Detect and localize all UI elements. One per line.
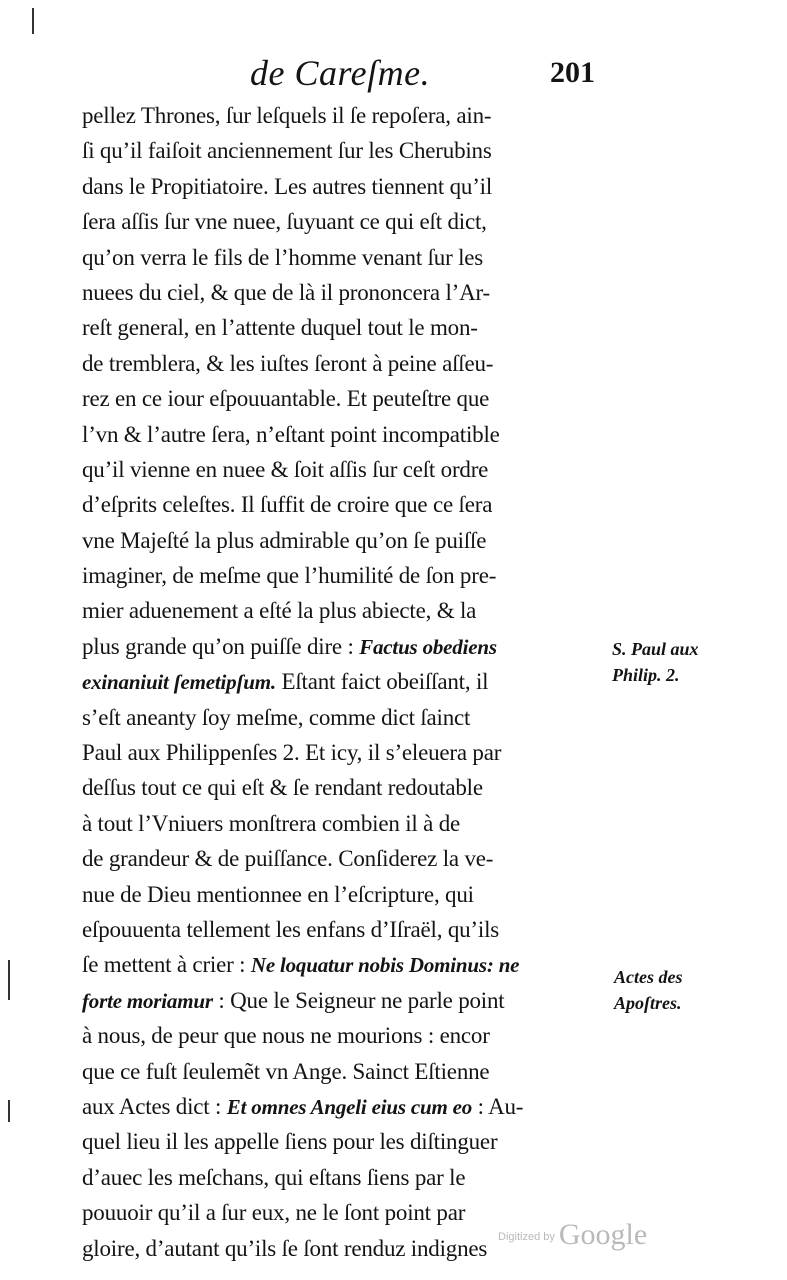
text-line: ſera aſſis ſur vne nuee, ſuyuant ce qui eſt dict, xyxy=(82,209,487,235)
margin-note-line: Apoſtres. xyxy=(614,993,682,1013)
text-line: rez en ce iour eſpouuantable. Et peuteſtre que xyxy=(82,386,490,412)
watermark-prefix: Digitized by xyxy=(498,1231,555,1243)
running-head: de Careſme. xyxy=(250,53,431,93)
text-line: s’eſt aneanty ſoy meſme, comme dict ſainct xyxy=(82,704,471,730)
text-line: quel lieu il les appelle ſiens pour les diſtinguer xyxy=(82,1129,498,1155)
text-line xyxy=(82,1089,607,1124)
watermark-brand: Google xyxy=(558,1218,648,1251)
latin-quote: Factus obediens xyxy=(359,634,497,659)
page-number: 201 xyxy=(550,56,595,89)
scan-edge-mark xyxy=(8,1100,10,1122)
margin-note-line: Philip. 2. xyxy=(612,665,680,685)
text-line: d’auec les meſchans, qui eſtans ſiens par le xyxy=(82,1164,466,1190)
text-line: reſt general, en l’attente duquel tout le mon- xyxy=(82,315,478,341)
text-segment: : Que le Seigneur ne parle point xyxy=(212,987,505,1013)
text-line xyxy=(82,947,607,982)
text-line: qu’on verra le fils de l’homme venant ſur les xyxy=(82,244,484,270)
text-line: dans le Propitiatoire. Les autres tiennent qu’il xyxy=(82,173,493,199)
text-line: eſpouuenta tellement les enfans d’Iſraël, qu’ils xyxy=(82,916,500,942)
text-line: deſſus tout ce qui eſt & ſe rendant redoutable xyxy=(82,775,483,801)
scan-edge-mark xyxy=(32,8,34,34)
text-segment: Eſtant faict obeiſſant, il xyxy=(275,669,489,695)
text-line xyxy=(82,664,607,699)
margin-note-line: S. Paul aux xyxy=(612,639,699,659)
latin-quote: forte moriamur xyxy=(82,988,213,1013)
text-segment: aux Actes dict : xyxy=(82,1093,227,1119)
digitized-watermark xyxy=(498,1218,647,1252)
text-line: vne Majeſté la plus admirable qu’on ſe puiſſe xyxy=(82,527,487,553)
text-line: de grandeur & de puiſſance. Conſiderez la ve- xyxy=(82,846,494,872)
margin-note-line: Actes des xyxy=(614,967,683,987)
text-line: à nous, de peur que nous ne mourions : encor xyxy=(82,1023,490,1049)
text-line xyxy=(82,983,607,1018)
text-line: que ce fuſt ſeulemẽt vn Ange. Sainct Eſtienne xyxy=(82,1058,490,1084)
text-line: nue de Dieu mentionnee en l’eſcripture, qui xyxy=(82,881,474,907)
text-line: à tout l’Vniuers monſtrera combien il à de xyxy=(82,810,461,836)
text-line: pouuoir qu’il a ſur eux, ne le ſont point par xyxy=(82,1200,466,1226)
text-segment: : Au- xyxy=(472,1093,524,1119)
text-line: de tremblera, & les iuſtes ſeront à peine aſſeu- xyxy=(82,350,494,376)
text-segment: plus grande qu’on puiſſe dire : xyxy=(82,633,360,659)
text-line: pellez Thrones, ſur leſquels il ſe repoſera, ain- xyxy=(82,103,492,128)
latin-quote: Ne loquatur nobis Dominus: ne xyxy=(250,953,520,978)
margin-note-paul xyxy=(612,636,699,688)
text-line xyxy=(82,629,607,664)
text-line: nuees du ciel, & que de là il prononcera l’Ar- xyxy=(82,279,491,305)
scan-edge-mark xyxy=(8,960,10,1000)
text-line: d’eſprits celeſtes. Il ſuffit de croire que ce ſera xyxy=(82,492,493,518)
text-line: qu’il vienne en nuee & ſoit aſſis ſur ceſt ordre xyxy=(82,456,489,482)
text-line: mier aduenement a eſté la plus abiecte, & la xyxy=(82,598,477,624)
text-line: ſi qu’il faiſoit anciennement ſur les Cherubins xyxy=(82,138,492,164)
margin-note-actes xyxy=(614,964,682,1016)
text-line: imaginer, de meſme que l’humilité de ſon pre- xyxy=(82,563,497,589)
text-segment: ſe mettent à crier : xyxy=(82,952,251,978)
text-line: gloire, d’autant qu’ils ſe ſont renduz indignes xyxy=(82,1235,488,1261)
text-line: Paul aux Philippenſes 2. Et icy, il s’eleuera par xyxy=(82,740,502,766)
latin-quote: exinaniuit ſemetipſum. xyxy=(82,670,276,695)
text-line: l’vn & l’autre ſera, n’eſtant point incompatible xyxy=(82,421,500,447)
body-text xyxy=(82,98,607,1266)
latin-quote: Et omnes Angeli eius cum eo xyxy=(226,1094,473,1119)
